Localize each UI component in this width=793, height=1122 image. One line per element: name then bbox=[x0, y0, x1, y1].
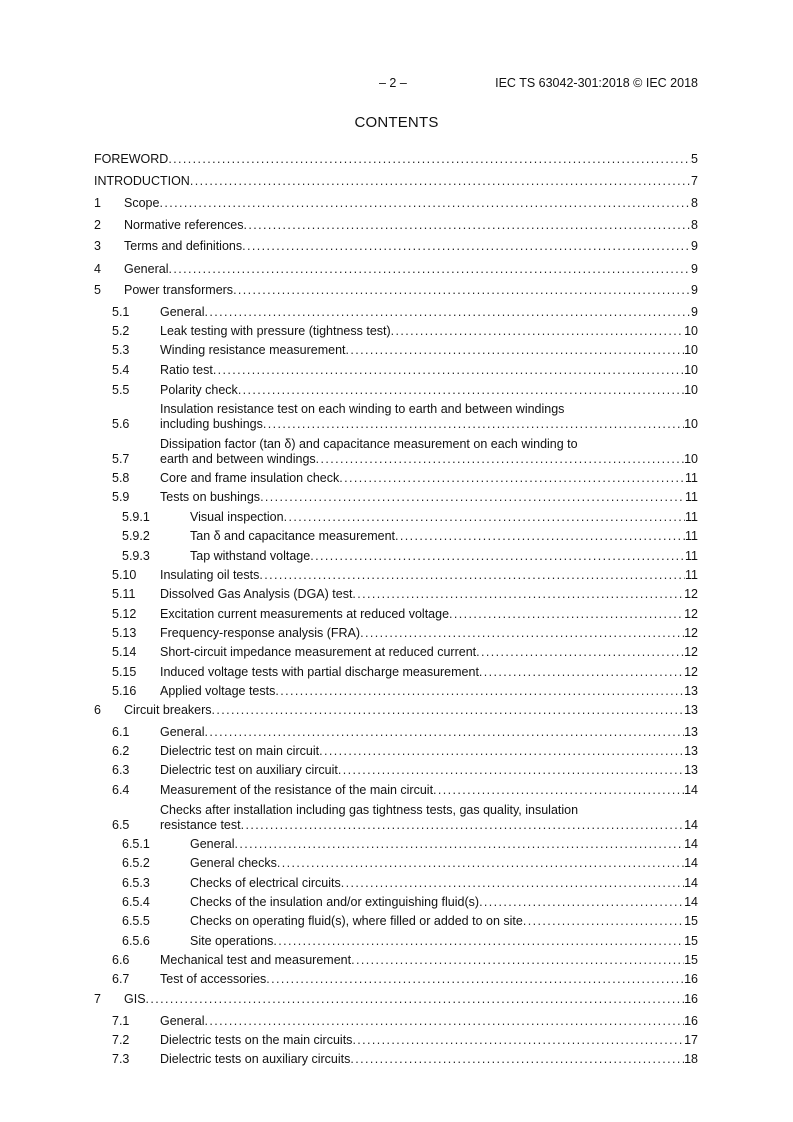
toc-entry bbox=[160, 363, 698, 378]
toc-page-number: 17 bbox=[684, 1033, 698, 1047]
toc-entry-title: Normative references bbox=[124, 218, 244, 232]
dot-leader bbox=[523, 914, 684, 929]
dot-leader bbox=[204, 725, 684, 740]
toc-row[interactable] bbox=[94, 1052, 698, 1067]
toc-entry-title: Dissolved Gas Analysis (DGA) test bbox=[160, 587, 353, 601]
toc-row[interactable] bbox=[94, 343, 698, 358]
toc-entry-title: Frequency-response analysis (FRA) bbox=[160, 626, 361, 640]
dot-leader bbox=[339, 471, 685, 486]
toc-section-number: 6.7 bbox=[112, 972, 130, 986]
toc-row[interactable] bbox=[94, 587, 698, 602]
toc-section-number: 5.9.2 bbox=[122, 529, 150, 543]
toc-entry-title: Test of accessories bbox=[160, 972, 267, 986]
toc-entry bbox=[190, 934, 698, 949]
toc-page-number: 10 bbox=[684, 383, 698, 397]
toc-entry-title: Circuit breakers bbox=[124, 703, 212, 717]
toc-section-number: 6.5.3 bbox=[122, 876, 150, 890]
toc-entry-title: General bbox=[160, 1014, 205, 1028]
toc-entry-title: Measurement of the resistance of the main circuit bbox=[160, 783, 434, 797]
dot-leader bbox=[190, 174, 691, 189]
toc-page-number: 14 bbox=[684, 876, 698, 890]
toc-row[interactable] bbox=[94, 783, 698, 798]
toc-section-number: 5.6 bbox=[112, 417, 130, 431]
toc-row[interactable] bbox=[94, 744, 698, 759]
page-number: – 2 – bbox=[379, 76, 407, 90]
toc-entry-title: FOREWORD bbox=[94, 152, 169, 166]
toc-entry-title: General checks bbox=[190, 856, 277, 870]
toc-page-number: 14 bbox=[684, 818, 698, 832]
toc-section-number: 7.2 bbox=[112, 1033, 130, 1047]
toc-page-number: 9 bbox=[691, 283, 698, 297]
toc-entry-title: Terms and definitions bbox=[124, 239, 243, 253]
toc-entry-title: Dielectric tests on the main circuits bbox=[160, 1033, 353, 1047]
toc-row[interactable] bbox=[94, 262, 698, 277]
toc-entry-title-line1: Checks after installation including gas tightness tests, gas quality, insulation bbox=[160, 803, 579, 817]
toc-page-number: 7 bbox=[691, 174, 698, 188]
dot-leader bbox=[233, 283, 691, 298]
toc-section-number: 6.6 bbox=[112, 953, 130, 967]
toc-entry-title: GIS bbox=[124, 992, 146, 1006]
toc-section-number: 5.5 bbox=[112, 383, 130, 397]
toc-entry-title: Induced voltage tests with partial discharge measurement bbox=[160, 665, 479, 679]
dot-leader bbox=[341, 876, 684, 891]
toc-section-number: 5.13 bbox=[112, 626, 137, 640]
dot-leader bbox=[238, 383, 684, 398]
toc-page-number: 10 bbox=[684, 452, 698, 466]
toc-page-number: 10 bbox=[684, 363, 698, 377]
page-header bbox=[94, 76, 698, 92]
toc-page-number: 13 bbox=[684, 763, 698, 777]
toc-entry-title: Mechanical test and measurement bbox=[160, 953, 352, 967]
dot-leader bbox=[360, 626, 684, 641]
toc-section-number: 5.10 bbox=[112, 568, 137, 582]
toc-section-number: 2 bbox=[94, 218, 101, 232]
toc-page-number: 10 bbox=[684, 324, 698, 338]
toc-row[interactable] bbox=[94, 305, 698, 320]
toc-page-number: 15 bbox=[684, 953, 698, 967]
dot-leader bbox=[204, 1014, 684, 1029]
toc-section-number: 7.3 bbox=[112, 1052, 130, 1066]
toc-page-number: 12 bbox=[684, 626, 698, 640]
dot-leader bbox=[213, 363, 684, 378]
dot-leader bbox=[479, 665, 684, 680]
toc-row[interactable] bbox=[94, 703, 698, 718]
toc-section-number: 6.4 bbox=[112, 783, 130, 797]
toc-entry-title: Ratio test bbox=[160, 363, 213, 377]
toc-entry bbox=[160, 783, 698, 798]
toc-entry-title: Scope bbox=[124, 196, 160, 210]
toc-entry bbox=[190, 549, 698, 564]
toc-entry-title: Tan δ and capacitance measurement bbox=[190, 529, 395, 543]
toc-page-number: 16 bbox=[684, 972, 698, 986]
toc-row[interactable] bbox=[94, 218, 698, 233]
toc-entry-title: General bbox=[190, 837, 235, 851]
toc-row[interactable] bbox=[94, 549, 698, 564]
dot-leader bbox=[391, 324, 684, 339]
toc-entry bbox=[190, 837, 698, 852]
toc-row[interactable] bbox=[94, 645, 698, 660]
toc-page-number: 13 bbox=[684, 725, 698, 739]
toc-entry bbox=[124, 239, 698, 254]
standard-reference: IEC TS 63042-301:2018 © IEC 2018 bbox=[495, 76, 698, 90]
toc-row[interactable] bbox=[94, 196, 698, 211]
toc-section-number: 5.11 bbox=[112, 587, 136, 601]
toc-row[interactable] bbox=[94, 471, 698, 486]
toc-entry-title: Checks on operating fluid(s), where filled or added to on site bbox=[190, 914, 523, 928]
toc-entry bbox=[160, 587, 698, 602]
dot-leader bbox=[284, 510, 685, 525]
toc-entry bbox=[160, 568, 698, 583]
toc-page-number: 8 bbox=[691, 196, 698, 210]
toc-page-number: 9 bbox=[691, 262, 698, 276]
toc-section-number: 6.2 bbox=[112, 744, 130, 758]
toc-row[interactable] bbox=[94, 324, 698, 339]
toc-entry-title: Applied voltage tests bbox=[160, 684, 276, 698]
toc-row[interactable] bbox=[94, 529, 698, 544]
dot-leader bbox=[146, 992, 685, 1007]
toc-entry-title: including bushings bbox=[160, 417, 263, 431]
toc-page-number: 11 bbox=[685, 510, 698, 524]
toc-row[interactable] bbox=[94, 1014, 698, 1029]
toc-section-number: 6.1 bbox=[112, 725, 130, 739]
dot-leader bbox=[260, 490, 685, 505]
toc-entry-title: Short-circuit impedance measurement at reduced current bbox=[160, 645, 477, 659]
toc-section-number: 5.2 bbox=[112, 324, 130, 338]
toc-entry bbox=[160, 383, 698, 398]
toc-section-number: 5.9.3 bbox=[122, 549, 150, 563]
toc-page-number: 14 bbox=[684, 856, 698, 870]
toc-entry-title: General bbox=[160, 725, 205, 739]
toc-entry bbox=[160, 818, 698, 833]
toc-entry bbox=[160, 305, 698, 320]
toc-entry bbox=[160, 471, 698, 486]
toc-entry bbox=[160, 725, 698, 740]
toc-section-number: 4 bbox=[94, 262, 101, 276]
toc-section-number: 5.9.1 bbox=[122, 510, 150, 524]
toc-section-number: 6 bbox=[94, 703, 101, 717]
toc-page-number: 12 bbox=[684, 607, 698, 621]
toc-row[interactable] bbox=[94, 856, 698, 871]
toc-entry-title-line1: Insulation resistance test on each winding to earth and between windings bbox=[160, 402, 565, 416]
toc-page-number: 11 bbox=[685, 490, 698, 504]
toc-page-number: 15 bbox=[684, 914, 698, 928]
toc-entry bbox=[124, 283, 698, 298]
toc-row[interactable] bbox=[94, 992, 698, 1007]
toc-row[interactable] bbox=[94, 725, 698, 740]
toc-entry-title: Winding resistance measurement bbox=[160, 343, 346, 357]
toc-entry bbox=[160, 763, 698, 778]
toc-entry bbox=[124, 196, 698, 211]
toc-page-number: 14 bbox=[684, 837, 698, 851]
toc-section-number: 5.4 bbox=[112, 363, 130, 377]
toc-entry bbox=[190, 895, 698, 910]
toc-entry bbox=[160, 684, 698, 699]
dot-leader bbox=[242, 239, 691, 254]
dot-leader bbox=[310, 549, 685, 564]
toc-entry bbox=[124, 703, 698, 718]
toc-entry bbox=[94, 152, 698, 167]
toc-row[interactable] bbox=[94, 402, 698, 432]
toc-page-number: 16 bbox=[684, 992, 698, 1006]
toc-section-number: 5.12 bbox=[112, 607, 137, 621]
toc-row[interactable] bbox=[94, 763, 698, 778]
toc-section-number: 7 bbox=[94, 992, 101, 1006]
toc-row[interactable] bbox=[94, 895, 698, 910]
toc-page-number: 8 bbox=[691, 218, 698, 232]
toc-row[interactable] bbox=[94, 239, 698, 254]
toc-row[interactable] bbox=[94, 803, 698, 833]
toc-row[interactable] bbox=[94, 174, 698, 189]
toc-entry-title: Core and frame insulation check bbox=[160, 471, 340, 485]
toc-section-number: 6.3 bbox=[112, 763, 130, 777]
toc-section-number: 3 bbox=[94, 239, 101, 253]
toc-entry bbox=[160, 324, 698, 339]
dot-leader bbox=[204, 305, 691, 320]
dot-leader bbox=[168, 152, 691, 167]
toc-row[interactable] bbox=[94, 437, 698, 467]
toc-entry-title: Checks of electrical circuits bbox=[190, 876, 341, 890]
dot-leader bbox=[259, 568, 685, 583]
toc-entry-title: Dielectric tests on auxiliary circuits bbox=[160, 1052, 351, 1066]
toc-row[interactable] bbox=[94, 383, 698, 398]
toc-entry-title: General bbox=[160, 305, 205, 319]
toc-page-number: 14 bbox=[684, 895, 698, 909]
toc-entry bbox=[190, 856, 698, 871]
toc-entry-title: General bbox=[124, 262, 169, 276]
dot-leader bbox=[263, 417, 684, 432]
toc-entry bbox=[160, 744, 698, 759]
toc-page-number: 13 bbox=[684, 684, 698, 698]
toc-page-number: 18 bbox=[684, 1052, 698, 1066]
toc-entry-title: Checks of the insulation and/or extinguishing fluid(s) bbox=[190, 895, 480, 909]
toc-entry bbox=[160, 490, 698, 505]
toc-row[interactable] bbox=[94, 1033, 698, 1048]
toc-page-number: 10 bbox=[684, 417, 698, 431]
toc-entry bbox=[160, 665, 698, 680]
toc-row[interactable] bbox=[94, 953, 698, 968]
toc-section-number: 5.16 bbox=[112, 684, 137, 698]
toc-row[interactable] bbox=[94, 607, 698, 622]
toc-row[interactable] bbox=[94, 876, 698, 891]
toc-page-number: 12 bbox=[684, 665, 698, 679]
toc-entry-title: Polarity check bbox=[160, 383, 238, 397]
toc-section-number: 5.14 bbox=[112, 645, 137, 659]
dot-leader bbox=[395, 529, 685, 544]
toc-row[interactable] bbox=[94, 914, 698, 929]
toc-entry bbox=[190, 914, 698, 929]
dot-leader bbox=[212, 703, 685, 718]
toc-row[interactable] bbox=[94, 837, 698, 852]
toc-entry bbox=[160, 626, 698, 641]
toc-entry-title: Dielectric test on main circuit bbox=[160, 744, 320, 758]
toc-entry-title-line1: Dissipation factor (tan δ) and capacitance measurement on each winding to bbox=[160, 437, 578, 451]
toc-page-number: 11 bbox=[685, 568, 698, 582]
toc-section-number: 6.5.5 bbox=[122, 914, 150, 928]
toc-entry bbox=[160, 607, 698, 622]
toc-entry-title: earth and between windings bbox=[160, 452, 316, 466]
toc-row[interactable] bbox=[94, 934, 698, 949]
toc-section-number: 6.5.6 bbox=[122, 934, 150, 948]
toc-section-number: 6.5.4 bbox=[122, 895, 150, 909]
toc-entry-title: Power transformers bbox=[124, 283, 234, 297]
toc-entry bbox=[124, 992, 698, 1007]
toc-section-number: 5.1 bbox=[112, 305, 130, 319]
toc-page-number: 11 bbox=[685, 471, 698, 485]
toc-section-number: 5.3 bbox=[112, 343, 130, 357]
toc-section-number: 6.5.1 bbox=[122, 837, 150, 851]
toc-entry bbox=[94, 174, 698, 189]
dot-leader bbox=[433, 783, 684, 798]
toc-entry bbox=[124, 262, 698, 277]
toc-page-number: 13 bbox=[684, 703, 698, 717]
toc-page-number: 10 bbox=[684, 343, 698, 357]
toc-page-number: 5 bbox=[691, 152, 698, 166]
toc-entry bbox=[160, 645, 698, 660]
toc-section-number: 5.8 bbox=[112, 471, 130, 485]
dot-leader bbox=[244, 218, 692, 233]
dot-leader bbox=[275, 684, 684, 699]
dot-leader bbox=[316, 452, 684, 467]
toc-row[interactable] bbox=[94, 568, 698, 583]
dot-leader bbox=[352, 1033, 684, 1048]
toc-row[interactable] bbox=[94, 490, 698, 505]
toc-section-number: 6.5 bbox=[112, 818, 130, 832]
toc-entry-title: Excitation current measurements at reduced voltage bbox=[160, 607, 450, 621]
toc-page-number: 16 bbox=[684, 1014, 698, 1028]
toc-row[interactable] bbox=[94, 665, 698, 680]
toc-entry bbox=[160, 417, 698, 432]
toc-entry bbox=[160, 1052, 698, 1067]
toc-entry bbox=[190, 510, 698, 525]
toc-row[interactable] bbox=[94, 972, 698, 987]
toc-row[interactable] bbox=[94, 152, 698, 167]
dot-leader bbox=[449, 607, 684, 622]
dot-leader bbox=[241, 818, 685, 833]
toc-section-number: 5.15 bbox=[112, 665, 137, 679]
toc-section-number: 5.9 bbox=[112, 490, 130, 504]
dot-leader bbox=[273, 934, 684, 949]
toc-page-number: 12 bbox=[684, 645, 698, 659]
toc-entry bbox=[190, 876, 698, 891]
dot-leader bbox=[159, 196, 691, 211]
dot-leader bbox=[277, 856, 684, 871]
toc-entry-title: INTRODUCTION bbox=[94, 174, 190, 188]
dot-leader bbox=[266, 972, 684, 987]
toc-page-number: 14 bbox=[684, 783, 698, 797]
toc-page-number: 11 bbox=[685, 549, 698, 563]
toc-page-number: 9 bbox=[691, 305, 698, 319]
dot-leader bbox=[338, 763, 684, 778]
toc-entry-title: resistance test bbox=[160, 818, 241, 832]
toc-entry-title: Dielectric test on auxiliary circuit bbox=[160, 763, 338, 777]
toc-entry bbox=[160, 1033, 698, 1048]
toc-section-number: 6.5.2 bbox=[122, 856, 150, 870]
toc-section-number: 7.1 bbox=[112, 1014, 130, 1028]
toc-page-number: 15 bbox=[684, 934, 698, 948]
toc-entry bbox=[190, 529, 698, 544]
toc-page-number: 11 bbox=[685, 529, 698, 543]
dot-leader bbox=[479, 895, 684, 910]
page-title: CONTENTS bbox=[354, 114, 439, 131]
toc-entry-title: Leak testing with pressure (tightness test) bbox=[160, 324, 391, 338]
dot-leader bbox=[319, 744, 684, 759]
toc-entry bbox=[160, 953, 698, 968]
dot-leader bbox=[352, 587, 684, 602]
toc-section-number: 5 bbox=[94, 283, 101, 297]
toc-entry-title: Tests on bushings bbox=[160, 490, 261, 504]
toc-row[interactable] bbox=[94, 363, 698, 378]
toc-entry bbox=[124, 218, 698, 233]
toc-entry-title: Site operations bbox=[190, 934, 274, 948]
toc-entry bbox=[160, 1014, 698, 1029]
toc-entry-title: Visual inspection bbox=[190, 510, 284, 524]
dot-leader bbox=[476, 645, 684, 660]
toc-entry bbox=[160, 972, 698, 987]
toc-entry bbox=[160, 452, 698, 467]
toc-page-number: 13 bbox=[684, 744, 698, 758]
toc-page-number: 9 bbox=[691, 239, 698, 253]
toc-entry bbox=[160, 343, 698, 358]
toc-entry-title: Tap withstand voltage bbox=[190, 549, 311, 563]
toc-page-number: 12 bbox=[684, 587, 698, 601]
dot-leader bbox=[351, 953, 684, 968]
dot-leader bbox=[350, 1052, 684, 1067]
dot-leader bbox=[346, 343, 685, 358]
toc-section-number: 1 bbox=[94, 196, 101, 210]
toc-entry-title: Insulating oil tests bbox=[160, 568, 260, 582]
toc-row[interactable] bbox=[94, 684, 698, 699]
dot-leader bbox=[234, 837, 684, 852]
toc-row[interactable] bbox=[94, 626, 698, 641]
dot-leader bbox=[168, 262, 691, 277]
toc-row[interactable] bbox=[94, 510, 698, 525]
toc-section-number: 5.7 bbox=[112, 452, 130, 466]
toc-row[interactable] bbox=[94, 283, 698, 298]
